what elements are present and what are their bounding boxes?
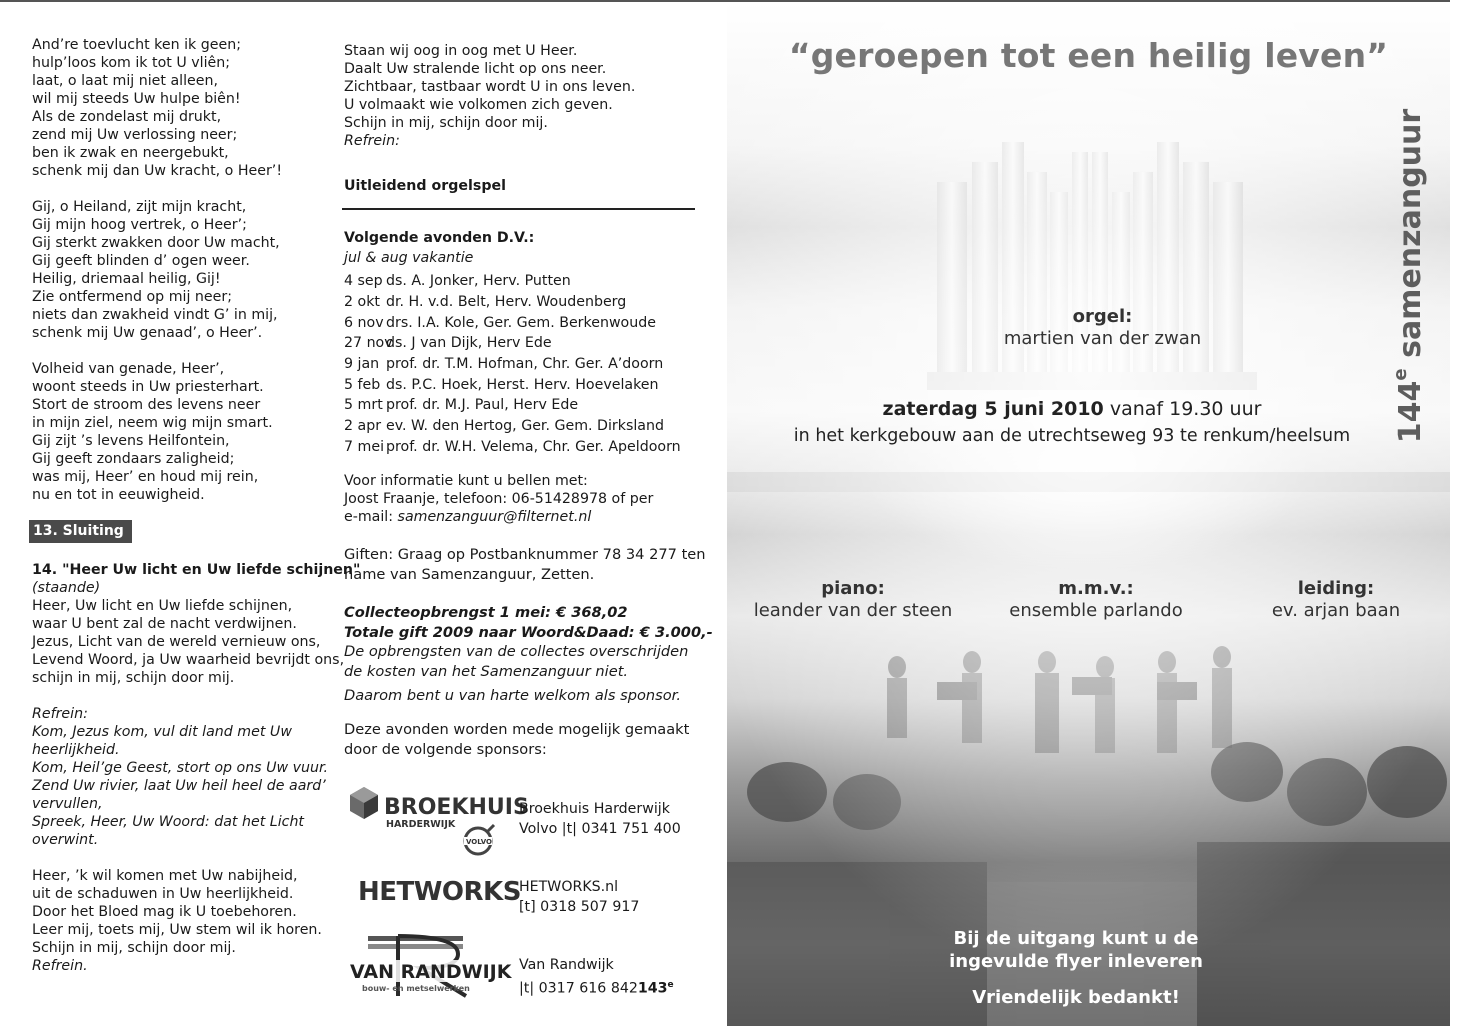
schedule-list xyxy=(344,271,681,457)
verse-line: Spreek, Heer, Uw Woord: dat het Licht xyxy=(32,814,304,830)
schedule-row xyxy=(344,416,681,437)
sponsor-hetworks xyxy=(519,877,639,917)
verse-line: Zend Uw rivier, laat Uw heil heel de aard’ xyxy=(32,778,326,794)
church-photo xyxy=(727,2,1450,1026)
collection-line: Collecteopbrengst 1 mei: € 368,02 xyxy=(344,604,628,621)
sponsor-intro: Deze avonden worden mede mogelijk gemaakt xyxy=(344,721,690,738)
event-date-main: zaterdag 5 juni 2010 xyxy=(882,398,1104,420)
verse-line: Levend Woord, ja Uw waarheid bevrijdt ons, xyxy=(32,652,345,668)
vanrandwijk-logo-sub: bouw- en metselwerken xyxy=(362,984,470,993)
schedule-speaker: ev. W. den Hertog, Ger. Gem. Dirksland xyxy=(386,418,664,435)
verse-line: waar U bent zal de nacht verdwijnen. xyxy=(32,616,297,632)
edition-suffix: e xyxy=(1390,368,1411,381)
sponsor-contact: Volvo |t| 0341 751 400 xyxy=(519,821,681,837)
vacation-note: jul & aug vakantie xyxy=(344,250,474,266)
verse-line: niets dan zwakheid vindt G’ in mij, xyxy=(32,307,278,323)
event-date xyxy=(727,398,1417,420)
hymn-column-left xyxy=(32,36,361,993)
event-time: vanaf 19.30 uur xyxy=(1109,398,1262,420)
schedule-date: 5 feb xyxy=(344,376,381,393)
cover-panel xyxy=(727,2,1450,1026)
vanrandwijk-logo-text: VAN RANDWIJK xyxy=(350,961,512,983)
organ-heading: Uitleidend orgelspel xyxy=(344,178,506,194)
song-title: 14. "Heer Uw licht en Uw liefde schijnen" xyxy=(32,562,361,578)
piano-label: piano: xyxy=(821,578,885,599)
stanza-3 xyxy=(32,360,332,504)
verse-line: Heilig, driemaal heilig, Gij! xyxy=(32,271,221,287)
gifts-line: Giften: Graag op Postbanknummer 78 34 277 ten xyxy=(344,546,706,563)
verse-line: was mij, Heer’ en houd mij rein, xyxy=(32,469,259,485)
schedule-row xyxy=(344,437,681,458)
gifts-line: name van Samenzanguur, Zetten. xyxy=(344,566,595,583)
lead-name: ev. arjan baan xyxy=(1271,600,1401,621)
schedule-speaker: ds. P.C. Hoek, Herst. Herv. Hoevelaken xyxy=(386,376,659,393)
event-location: in het kerkgebouw aan de utrechtseweg 93 te renkum/heelsum xyxy=(793,426,1351,446)
mmv-label: m.m.v.: xyxy=(1058,578,1134,599)
edition-word: samenzanguur xyxy=(1393,108,1428,358)
schedule-date: 2 okt xyxy=(344,294,380,311)
motto: “geroepen tot een heilig leven” xyxy=(788,36,1389,75)
mmv-name: ensemble parlando xyxy=(1009,600,1183,621)
verse-line: Refrein. xyxy=(32,958,88,974)
song-note: (staande) xyxy=(32,580,101,596)
verse-line: Gij sterkt zwakken door Uw macht, xyxy=(32,235,280,251)
collection-line: De opbrengsten van de collectes overschrijden xyxy=(344,643,689,660)
collection-line: Totale gift 2009 naar Woord&Daad: € 3.000,- xyxy=(344,624,713,641)
hymn-column-middle xyxy=(344,42,704,150)
lead-label: leiding: xyxy=(1297,578,1375,599)
schedule-date: 9 jan xyxy=(344,356,380,373)
sponsor-contact xyxy=(519,975,674,999)
edition-sup: e xyxy=(667,980,674,990)
verse-line: Refrein: xyxy=(344,133,400,149)
schedule-speaker: ds. J van Dijk, Herv Ede xyxy=(386,335,552,352)
verse-line: Jezus, Licht van de wereld vernieuw ons, xyxy=(32,634,321,650)
broekhuis-logo-text: BROEKHUIS xyxy=(384,795,529,820)
schedule-row xyxy=(344,292,681,313)
sponsor-vanrandwijk xyxy=(519,955,674,999)
verse-line: Kom, Jezus kom, vul dit land met Uw xyxy=(32,724,292,740)
verse-line: woont steeds in Uw priesterhart. xyxy=(32,379,264,395)
schedule-speaker: prof. dr. T.M. Hofman, Chr. Ger. A’doorn xyxy=(386,356,664,373)
verse-line: Gij geeft zondaars zaligheid; xyxy=(32,451,235,467)
piano-name: leander van der steen xyxy=(753,600,953,621)
schedule-date: 7 mei xyxy=(344,438,385,455)
sponsor-name: Van Randwijk xyxy=(519,957,614,973)
verse-line: schenk mij Uw genaad’, o Heer’. xyxy=(32,325,263,341)
verse-line: laat, o laat mij niet alleen, xyxy=(32,73,218,89)
hetworks-logo xyxy=(356,872,521,908)
verse-line: Daalt Uw stralende licht op ons neer. xyxy=(344,61,607,77)
email-prefix: e-mail: xyxy=(344,509,398,525)
info-line xyxy=(344,508,591,526)
schedule-speaker: drs. I.A. Kole, Ger. Gem. Berkenwoude xyxy=(386,314,656,331)
thanks-line: Vriendelijk bedankt! xyxy=(972,987,1180,1008)
vanrandwijk-logo xyxy=(348,932,513,1000)
verse-line: Heer, ’k wil komen met Uw nabijheid, xyxy=(32,868,298,884)
schedule-row xyxy=(344,333,681,354)
verse-line: vervullen, xyxy=(32,796,103,812)
stanza-2 xyxy=(32,198,332,342)
divider xyxy=(342,208,695,210)
verse-line: ben ik zwak en neergebukt, xyxy=(32,145,229,161)
stanza-5 xyxy=(32,867,332,975)
organ-label: orgel: xyxy=(1072,306,1133,327)
verse-line: Stort de stroom des levens neer xyxy=(32,397,261,413)
edition-number: 144 xyxy=(1393,380,1428,444)
volvo-badge-text: VOLVO xyxy=(466,838,492,846)
verse-line: Schijn in mij, schijn door mij. xyxy=(344,115,548,131)
sponsor-name: HETWORKS.nl xyxy=(519,879,619,895)
sponsor-contact: [t] 0318 507 917 xyxy=(519,899,640,915)
sponsor-broekhuis xyxy=(519,799,681,839)
refrain xyxy=(32,705,332,849)
verse-line: heerlijkheid. xyxy=(32,742,120,758)
organ-name: martien van der zwan xyxy=(1003,328,1202,349)
schedule-speaker: prof. dr. W.H. Velema, Chr. Ger. Apeldoorn xyxy=(386,438,681,455)
verse-line: Als de zondelast mij drukt, xyxy=(32,109,222,125)
email-link[interactable]: samenzanguur@filternet.nl xyxy=(397,509,592,525)
stanza-1 xyxy=(32,36,332,180)
schedule-date: 2 apr xyxy=(344,418,382,435)
verse-line: U volmaakt wie volkomen zich geven. xyxy=(344,97,613,113)
schedule-row xyxy=(344,374,681,395)
schedule-row xyxy=(344,354,681,375)
broekhuis-logo xyxy=(346,783,529,859)
edition-mark: 143 xyxy=(637,980,668,997)
verse-line: Leer mij, toets mij, Uw stem wil ik horen. xyxy=(32,922,322,938)
verse-line: schijn in mij, schijn door mij. xyxy=(32,670,235,686)
verse-line: And’re toevlucht ken ik geen; xyxy=(32,37,241,53)
edition-title xyxy=(1390,109,1428,443)
sponsor-name: Broekhuis Harderwijk xyxy=(519,801,670,817)
schedule-date: 5 mrt xyxy=(344,397,383,414)
info-line: Joost Fraanje, telefoon: 06-51428978 of per xyxy=(344,491,654,507)
hetworks-logo-text: HETWORKS xyxy=(358,877,521,907)
schedule-speaker: dr. H. v.d. Belt, Herv. Woudenberg xyxy=(386,294,627,311)
verse-line: Gij zijt ’s levens Heilfontein, xyxy=(32,433,230,449)
schedule-date: 4 sep xyxy=(344,273,383,290)
verse-line: uit de schaduwen in Uw heerlijkheid. xyxy=(32,886,294,902)
verse-line: Gij, o Heiland, zijt mijn kracht, xyxy=(32,199,247,215)
broekhuis-logo-sub: HARDERWIJK xyxy=(386,819,456,830)
verse-line: Refrein: xyxy=(32,706,88,722)
schedule-row xyxy=(344,312,681,333)
sponsor-intro: door de volgende sponsors: xyxy=(344,741,547,758)
sponsor-phone: |t| 0317 616 842 xyxy=(519,980,638,997)
section-badge-closing: 13. Sluiting xyxy=(29,520,132,543)
verse-line: Kom, Heil’ge Geest, stort op ons Uw vuur. xyxy=(32,760,329,776)
collection-line: Daarom bent u van harte welkom als sponsor. xyxy=(344,687,681,704)
footer-line: Bij de uitgang kunt u de xyxy=(953,928,1199,949)
schedule-row xyxy=(344,271,681,292)
verse-line: Zichtbaar, tastbaar wordt U in ons leven. xyxy=(344,79,636,95)
verse-line: Door het Bloed mag ik U toebehoren. xyxy=(32,904,297,920)
verse-line: Gij mijn hoog vertrek, o Heer’; xyxy=(32,217,247,233)
schedule-speaker: ds. A. Jonker, Herv. Putten xyxy=(386,273,571,290)
schedule-row xyxy=(344,395,681,416)
verse-line: Gij geeft blinden d’ ogen weer. xyxy=(32,253,250,269)
collection-line: de kosten van het Samenzanguur niet. xyxy=(344,663,629,680)
schedule-date: 6 nov xyxy=(344,314,384,331)
verse-line: schenk mij dan Uw kracht, o Heer’! xyxy=(32,163,283,179)
verse-line: wil mij steeds Uw hulpe biên! xyxy=(32,91,241,107)
info-line: Voor informatie kunt u bellen met: xyxy=(344,473,588,489)
verse-line: in mijn ziel, neem wig mijn smart. xyxy=(32,415,273,431)
verse-line: Volheid van genade, Heer’, xyxy=(32,361,225,377)
verse-line: Staan wij oog in oog met U Heer. xyxy=(344,43,578,59)
verse-line: Schijn in mij, schijn door mij. xyxy=(32,940,236,956)
verse-line: Heer, Uw licht en Uw liefde schijnen, xyxy=(32,598,293,614)
next-evenings-heading: Volgende avonden D.V.: xyxy=(344,230,535,246)
footer-line: ingevulde flyer inleveren xyxy=(949,951,1203,972)
verse-line: nu en tot in eeuwigheid. xyxy=(32,487,205,503)
verse-line: hulp’loos kom ik tot U vliên; xyxy=(32,55,231,71)
verse-line: zend mij Uw verlossing neer; xyxy=(32,127,238,143)
schedule-date: 27 nov xyxy=(344,335,393,352)
verse-line: overwint. xyxy=(32,832,99,848)
verse-line: Zie ontfermend op mij neer; xyxy=(32,289,232,305)
stanza-4 xyxy=(32,561,361,687)
schedule-speaker: prof. dr. M.J. Paul, Herv Ede xyxy=(386,397,579,414)
